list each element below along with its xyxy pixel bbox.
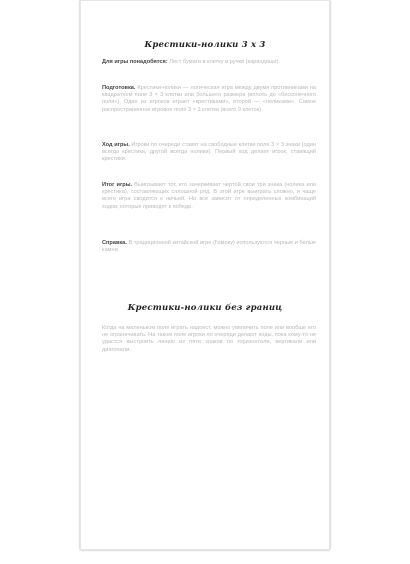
paragraph-lead: Ход игры. [102, 142, 130, 148]
rules-card [80, 0, 330, 550]
paragraph-result [102, 182, 316, 211]
paragraph-lead: Для игры понадобятся: [102, 59, 168, 65]
paragraph-materials [102, 59, 316, 66]
paragraph-lead: Итог игры. [102, 182, 133, 188]
paragraph-text: Выигрывает тот, кто зачеркивает чертой свои три знака (нолика или крестика), составляющих сплошной ряд. В этой игре выиграть сложно, и чаще всего игра сводится к ничьей. Но все зависит от определенных комбинаций ходов, которые приводят к победе. [102, 182, 316, 210]
paragraph-text: Лист бумаги в клетку и ручки (карандаши). [167, 59, 280, 65]
paragraph-reference [102, 240, 316, 254]
paragraph-preparation [102, 85, 316, 114]
paragraph-unlimited [102, 325, 316, 354]
paragraph-text: В традиционной китайской игре (Гомоку) используются черные и белые камни. [102, 240, 316, 254]
paragraph-text: Игроки по очереди ставят на свободные клетки поля 3 × 3 знаки (один всегда крестики, другой всегда нолики). Первый ход делает игрок, ставящий крестики. [102, 142, 316, 163]
section-title-unlimited: Крестики-нолики без границ [127, 303, 283, 313]
section-title-3x3: Крестики-нолики 3 х 3 [144, 40, 266, 50]
paragraph-lead: Подготовка. [102, 85, 136, 91]
paragraph-text: Когда на маленьком поле играть надоест, можно увеличить поле или вообще его не ограничивать. На таком поле игроки по очереди делают ходы, пока кому-то не удастся выстроить линию из пяти знаков по горизонтали, вертикали или диагонали. [102, 325, 316, 353]
paragraph-lead: Справка. [102, 240, 127, 246]
paragraph-text: Крестики-нолики — логическая игра между двумя противниками на квадратном поле 3 × 3 клетки или большего размера (вплоть до «бесконечного поля»). Один из игроков играет «крестиками», второй — «ноликами». Самое распространенное игровое поле 3 × 3 клетки (всего 9 клеток). [102, 85, 316, 113]
paragraph-gameplay [102, 142, 316, 164]
